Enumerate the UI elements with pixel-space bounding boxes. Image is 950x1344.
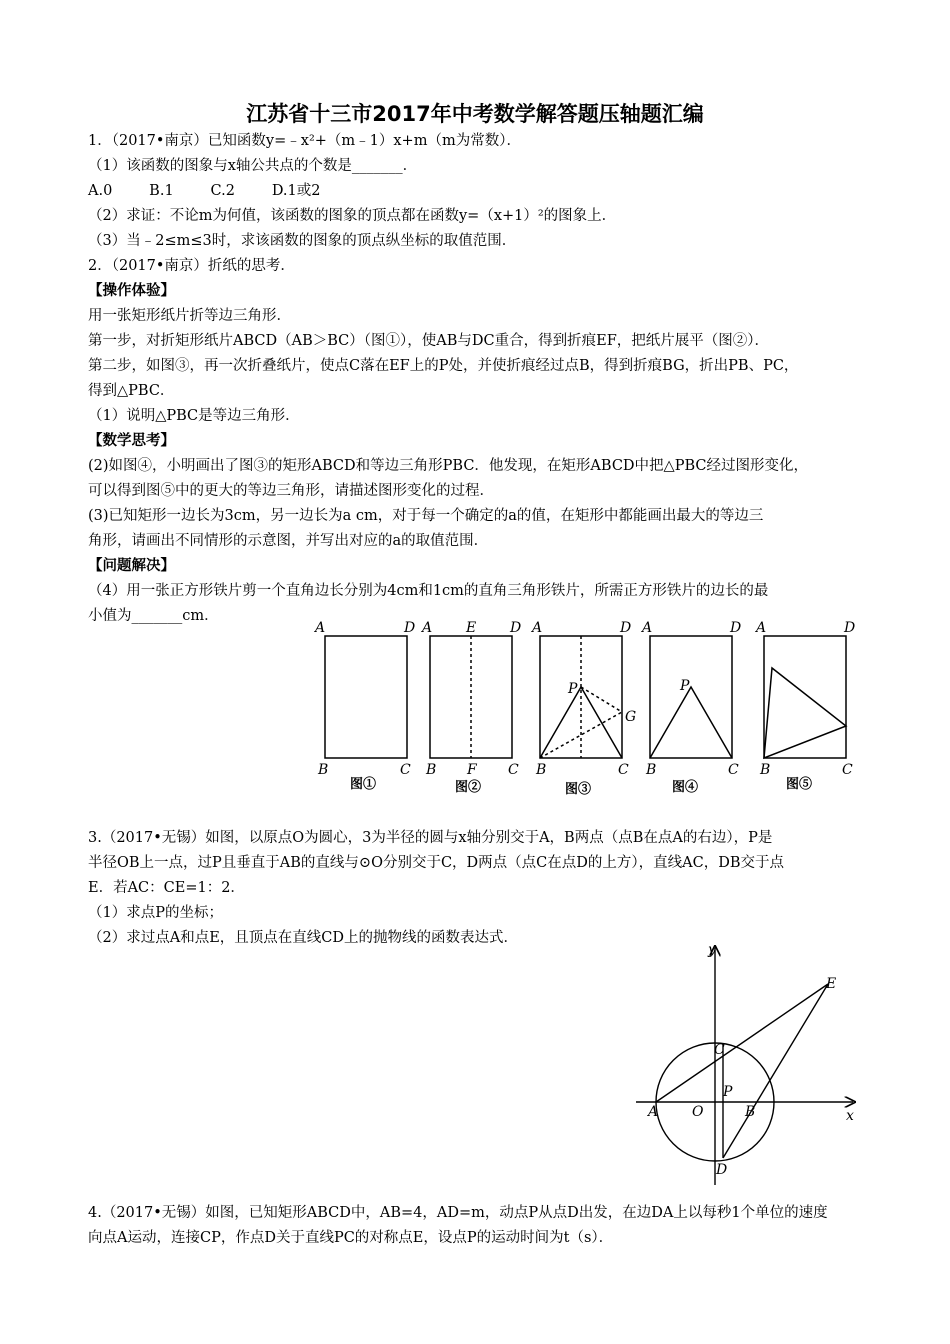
section-heading: 【问题解决】 [88, 557, 175, 574]
label-b: B [318, 762, 329, 778]
line-ae [656, 984, 828, 1102]
label-o: O [692, 1104, 704, 1120]
problem-2-part-1: （1）说明△PBC是等边三角形． [88, 408, 300, 424]
label-b: B [426, 762, 437, 778]
label-y: y [708, 942, 716, 958]
problem-1-part-2: （2）求证：不论m为何值，该函数的图象的顶点都在函数y=（x+1）²的图象上． [88, 208, 617, 224]
section-heading: 【数学思考】 [88, 432, 175, 449]
text-line: 角形，请画出不同情形的示意图，并写出对应的a的取值范围． [88, 533, 489, 549]
text-line: 用一张矩形纸片折等边三角形． [88, 308, 291, 324]
label-e: E [826, 976, 837, 992]
label-p: P [723, 1084, 733, 1100]
text-line: 第二步，如图③，再一次折叠纸片，使点C落在EF上的P处，并使折痕经过点B，得到折痕BG，折出PB、PC， [88, 358, 799, 374]
label-a: A [648, 1104, 659, 1120]
label-x: x [846, 1108, 854, 1124]
problem-2-stem: 2．（2017•南京）折纸的思考． [88, 258, 295, 274]
label-e: E [466, 620, 477, 636]
caption-fig4: 图④ [672, 780, 699, 795]
text-line: 第一步，对折矩形纸片ABCD（AB＞BC）（图①），使AB与DC重合，得到折痕EF，把纸片展平（图②）． [88, 333, 770, 349]
label-b: B [536, 762, 547, 778]
section-heading: 【操作体验】 [88, 282, 175, 299]
page-title: 江苏省十三市2017年中考数学解答题压轴题汇编 [246, 102, 704, 126]
text-line: 可以得到图⑤中的更大的等边三角形，请描述图形变化的过程． [88, 483, 494, 499]
label-d: D [844, 620, 856, 636]
problem-3-part-2: （2）求过点A和点E，且顶点在直线CD上的抛物线的函数表达式． [88, 930, 518, 946]
problem-2-part-3: (3)已知矩形一边长为3cm，另一边长为a cm，对于每一个确定的a的值，在矩形中都能画出最大的等边三 [88, 508, 764, 524]
problem-4-stem: 4.（2017•无锡）如图，已知矩形ABCD中，AB=4，AD=m，动点P从点D出发，在边DA上以每秒1个单位的速度 [88, 1205, 828, 1221]
text-line: 得到△PBC． [88, 383, 175, 399]
label-d: D [510, 620, 522, 636]
line-de [723, 984, 828, 1158]
label-p: P [680, 678, 690, 694]
problem-1-part-1: （1）该函数的图象与x轴公共点的个数是_______． [88, 158, 418, 174]
problem-1-part-3: （3）当﹣2≤m≤3时，求该函数的图象的顶点纵坐标的取值范围． [88, 233, 517, 249]
label-c: C [842, 762, 853, 778]
problem-3-part-1: （1）求点P的坐标； [88, 905, 223, 921]
caption-fig1: 图① [350, 777, 377, 792]
label-d: D [730, 620, 742, 636]
rect-fig1 [325, 636, 407, 758]
label-g: G [625, 709, 637, 725]
label-c: C [400, 762, 411, 778]
label-d: D [716, 1162, 728, 1178]
text-line: 向点A运动，连接CP，作点D关于直线PC的对称点E，设点P的运动时间为t（s）． [88, 1230, 614, 1246]
triangle-fig5 [764, 668, 846, 758]
label-b: B [760, 762, 771, 778]
caption-fig2: 图② [455, 780, 482, 795]
label-p: P [568, 681, 578, 697]
label-f: F [467, 762, 477, 778]
triangle-pbc-fig4 [650, 687, 732, 758]
problem-2-part-2: (2)如图④，小明画出了图③的矩形ABCD和等边三角形PBC．他发现，在矩形ABCD中把△PBC经过图形变化， [88, 458, 808, 474]
circle-coordinate-figure [628, 940, 868, 1190]
label-a: A [532, 620, 543, 636]
rect-fig5 [764, 636, 846, 758]
label-a: A [315, 620, 326, 636]
text-line: 半径OB上一点，过P且垂直于AB的直线与⊙O分别交于C，D两点（点C在点D的上方），直线AC，DB交于点 [88, 855, 784, 871]
folding-figures [310, 618, 870, 800]
label-b: B [646, 762, 657, 778]
problem-1-options: A.0 B.1 C.2 D.1或2 [88, 183, 321, 199]
text-line: E．若AC：CE=1：2． [88, 880, 245, 896]
label-c: C [714, 1042, 725, 1058]
label-c: C [728, 762, 739, 778]
problem-2-part-4: （4）用一张正方形铁片剪一个直角边长分别为4cm和1cm的直角三角形铁片，所需正方形铁片的边长的最 [88, 583, 769, 599]
label-d: D [620, 620, 632, 636]
problem-1-stem: 1．（2017•南京）已知函数y=﹣x²+（m﹣1）x+m（m为常数）． [88, 133, 521, 149]
problem-3-stem: 3.（2017•无锡）如图，以原点O为圆心，3为半径的圆与x轴分别交于A，B两点（点B在点A的右边），P是 [88, 830, 773, 846]
label-b: B [745, 1104, 756, 1120]
label-d: D [404, 620, 416, 636]
rect-fig4 [650, 636, 732, 758]
label-a: A [642, 620, 653, 636]
label-c: C [508, 762, 519, 778]
caption-fig5: 图⑤ [786, 777, 813, 792]
text-line: 小值为_______cm． [88, 608, 219, 624]
caption-fig3: 图③ [565, 782, 592, 797]
label-c: C [618, 762, 629, 778]
label-a: A [422, 620, 433, 636]
label-a: A [756, 620, 767, 636]
